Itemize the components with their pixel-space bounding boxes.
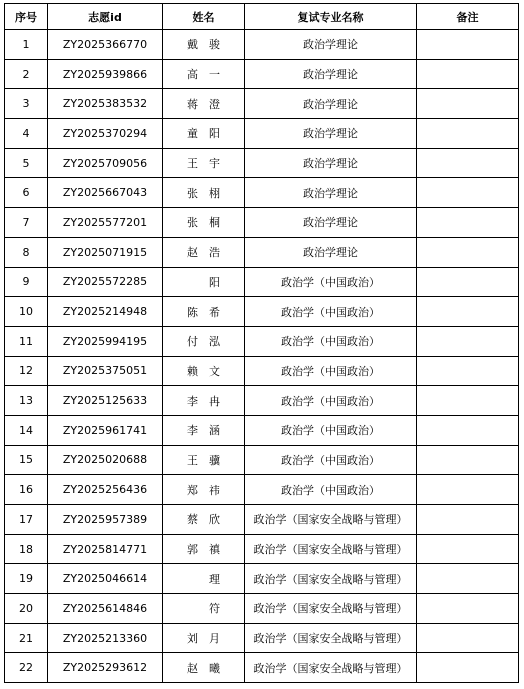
cell-major: 政治学理论	[245, 208, 417, 238]
cell-major: 政治学（中国政治）	[245, 386, 417, 416]
table-row	[5, 30, 519, 60]
cell-major: 政治学理论	[245, 89, 417, 119]
cell-note	[417, 534, 519, 564]
cell-application-id: ZY2025961741	[48, 415, 163, 445]
cell-serial-no: 1	[5, 30, 48, 60]
cell-note	[417, 208, 519, 238]
cell-name: 张 桐	[163, 208, 245, 238]
cell-note	[417, 297, 519, 327]
cell-name: 赵 浩	[163, 237, 245, 267]
cell-name: 符	[163, 594, 245, 624]
cell-name: 戴 骏	[163, 30, 245, 60]
cell-major: 政治学（中国政治）	[245, 326, 417, 356]
cell-serial-no: 7	[5, 208, 48, 238]
cell-note	[417, 59, 519, 89]
header-row	[5, 4, 519, 30]
cell-name: 赖 文	[163, 356, 245, 386]
cell-note	[417, 475, 519, 505]
cell-note	[417, 178, 519, 208]
table-row	[5, 237, 519, 267]
cell-major: 政治学理论	[245, 237, 417, 267]
table-row	[5, 208, 519, 238]
cell-note	[417, 505, 519, 535]
cell-note	[417, 623, 519, 653]
cell-major: 政治学（中国政治）	[245, 267, 417, 297]
cell-application-id: ZY2025939866	[48, 59, 163, 89]
table-row	[5, 89, 519, 119]
cell-name: 高 一	[163, 59, 245, 89]
cell-note	[417, 148, 519, 178]
cell-serial-no: 2	[5, 59, 48, 89]
table-row	[5, 356, 519, 386]
table-row	[5, 119, 519, 149]
cell-name: 蒋 澄	[163, 89, 245, 119]
cell-name: 付 泓	[163, 326, 245, 356]
cell-application-id: ZY2025366770	[48, 30, 163, 60]
cell-name: 童 阳	[163, 119, 245, 149]
table-row	[5, 267, 519, 297]
cell-name: 陈 希	[163, 297, 245, 327]
cell-application-id: ZY2025293612	[48, 653, 163, 683]
cell-application-id: ZY2025020688	[48, 445, 163, 475]
cell-note	[417, 653, 519, 683]
cell-application-id: ZY2025614846	[48, 594, 163, 624]
cell-note	[417, 119, 519, 149]
cell-serial-no: 15	[5, 445, 48, 475]
table-row	[5, 623, 519, 653]
cell-name: 李 冉	[163, 386, 245, 416]
cell-major: 政治学（中国政治）	[245, 356, 417, 386]
cell-name: 郭 禛	[163, 534, 245, 564]
cell-application-id: ZY2025214948	[48, 297, 163, 327]
cell-serial-no: 9	[5, 267, 48, 297]
cell-application-id: ZY2025383532	[48, 89, 163, 119]
cell-name: 郑 祎	[163, 475, 245, 505]
cell-name: 蔡 欣	[163, 505, 245, 535]
table-row	[5, 505, 519, 535]
cell-major: 政治学（国家安全战略与管理）	[245, 623, 417, 653]
cell-note	[417, 326, 519, 356]
cell-application-id: ZY2025125633	[48, 386, 163, 416]
cell-major: 政治学理论	[245, 119, 417, 149]
cell-application-id: ZY2025957389	[48, 505, 163, 535]
cell-application-id: ZY2025046614	[48, 564, 163, 594]
cell-note	[417, 386, 519, 416]
table-row	[5, 178, 519, 208]
cell-serial-no: 19	[5, 564, 48, 594]
cell-major: 政治学（国家安全战略与管理）	[245, 534, 417, 564]
cell-major: 政治学（国家安全战略与管理）	[245, 653, 417, 683]
table-row	[5, 475, 519, 505]
cell-application-id: ZY2025814771	[48, 534, 163, 564]
cell-major: 政治学（中国政治）	[245, 415, 417, 445]
cell-serial-no: 21	[5, 623, 48, 653]
cell-serial-no: 20	[5, 594, 48, 624]
cell-note	[417, 564, 519, 594]
cell-serial-no: 8	[5, 237, 48, 267]
cell-note	[417, 237, 519, 267]
cell-note	[417, 30, 519, 60]
cell-serial-no: 18	[5, 534, 48, 564]
cell-major: 政治学理论	[245, 148, 417, 178]
header-serial-no: 序号	[5, 4, 48, 30]
cell-serial-no: 11	[5, 326, 48, 356]
cell-name: 王 骥	[163, 445, 245, 475]
cell-name: 李 涵	[163, 415, 245, 445]
cell-name: 赵 曦	[163, 653, 245, 683]
cell-note	[417, 594, 519, 624]
cell-serial-no: 4	[5, 119, 48, 149]
cell-application-id: ZY2025213360	[48, 623, 163, 653]
table-row	[5, 148, 519, 178]
cell-application-id: ZY2025256436	[48, 475, 163, 505]
cell-serial-no: 5	[5, 148, 48, 178]
table-row	[5, 653, 519, 683]
table-row	[5, 594, 519, 624]
header-major: 复试专业名称	[245, 4, 417, 30]
cell-major: 政治学（中国政治）	[245, 445, 417, 475]
cell-name: 张 栩	[163, 178, 245, 208]
cell-name: 王 宇	[163, 148, 245, 178]
admission-table	[4, 3, 519, 683]
header-application-id: 志愿id	[48, 4, 163, 30]
cell-application-id: ZY2025572285	[48, 267, 163, 297]
cell-serial-no: 17	[5, 505, 48, 535]
cell-serial-no: 12	[5, 356, 48, 386]
header-note: 备注	[417, 4, 519, 30]
table-row	[5, 297, 519, 327]
cell-note	[417, 445, 519, 475]
cell-name: 阳	[163, 267, 245, 297]
cell-major: 政治学（中国政治）	[245, 475, 417, 505]
cell-application-id: ZY2025577201	[48, 208, 163, 238]
table-row	[5, 445, 519, 475]
cell-major: 政治学（国家安全战略与管理）	[245, 564, 417, 594]
cell-note	[417, 89, 519, 119]
cell-major: 政治学（国家安全战略与管理）	[245, 594, 417, 624]
cell-application-id: ZY2025667043	[48, 178, 163, 208]
cell-serial-no: 10	[5, 297, 48, 327]
cell-name: 刘 月	[163, 623, 245, 653]
table-row	[5, 415, 519, 445]
cell-major: 政治学（中国政治）	[245, 297, 417, 327]
cell-serial-no: 14	[5, 415, 48, 445]
cell-application-id: ZY2025709056	[48, 148, 163, 178]
cell-serial-no: 3	[5, 89, 48, 119]
cell-application-id: ZY2025370294	[48, 119, 163, 149]
cell-note	[417, 356, 519, 386]
cell-application-id: ZY2025994195	[48, 326, 163, 356]
table-row	[5, 326, 519, 356]
cell-serial-no: 6	[5, 178, 48, 208]
cell-major: 政治学理论	[245, 30, 417, 60]
cell-note	[417, 415, 519, 445]
cell-major: 政治学理论	[245, 178, 417, 208]
cell-serial-no: 22	[5, 653, 48, 683]
cell-major: 政治学理论	[245, 59, 417, 89]
cell-application-id: ZY2025375051	[48, 356, 163, 386]
cell-major: 政治学（国家安全战略与管理）	[245, 505, 417, 535]
cell-note	[417, 267, 519, 297]
header-name: 姓名	[163, 4, 245, 30]
cell-serial-no: 13	[5, 386, 48, 416]
table-row	[5, 534, 519, 564]
cell-serial-no: 16	[5, 475, 48, 505]
table-row	[5, 59, 519, 89]
cell-application-id: ZY2025071915	[48, 237, 163, 267]
cell-name: 理	[163, 564, 245, 594]
table-row	[5, 564, 519, 594]
table-row	[5, 386, 519, 416]
